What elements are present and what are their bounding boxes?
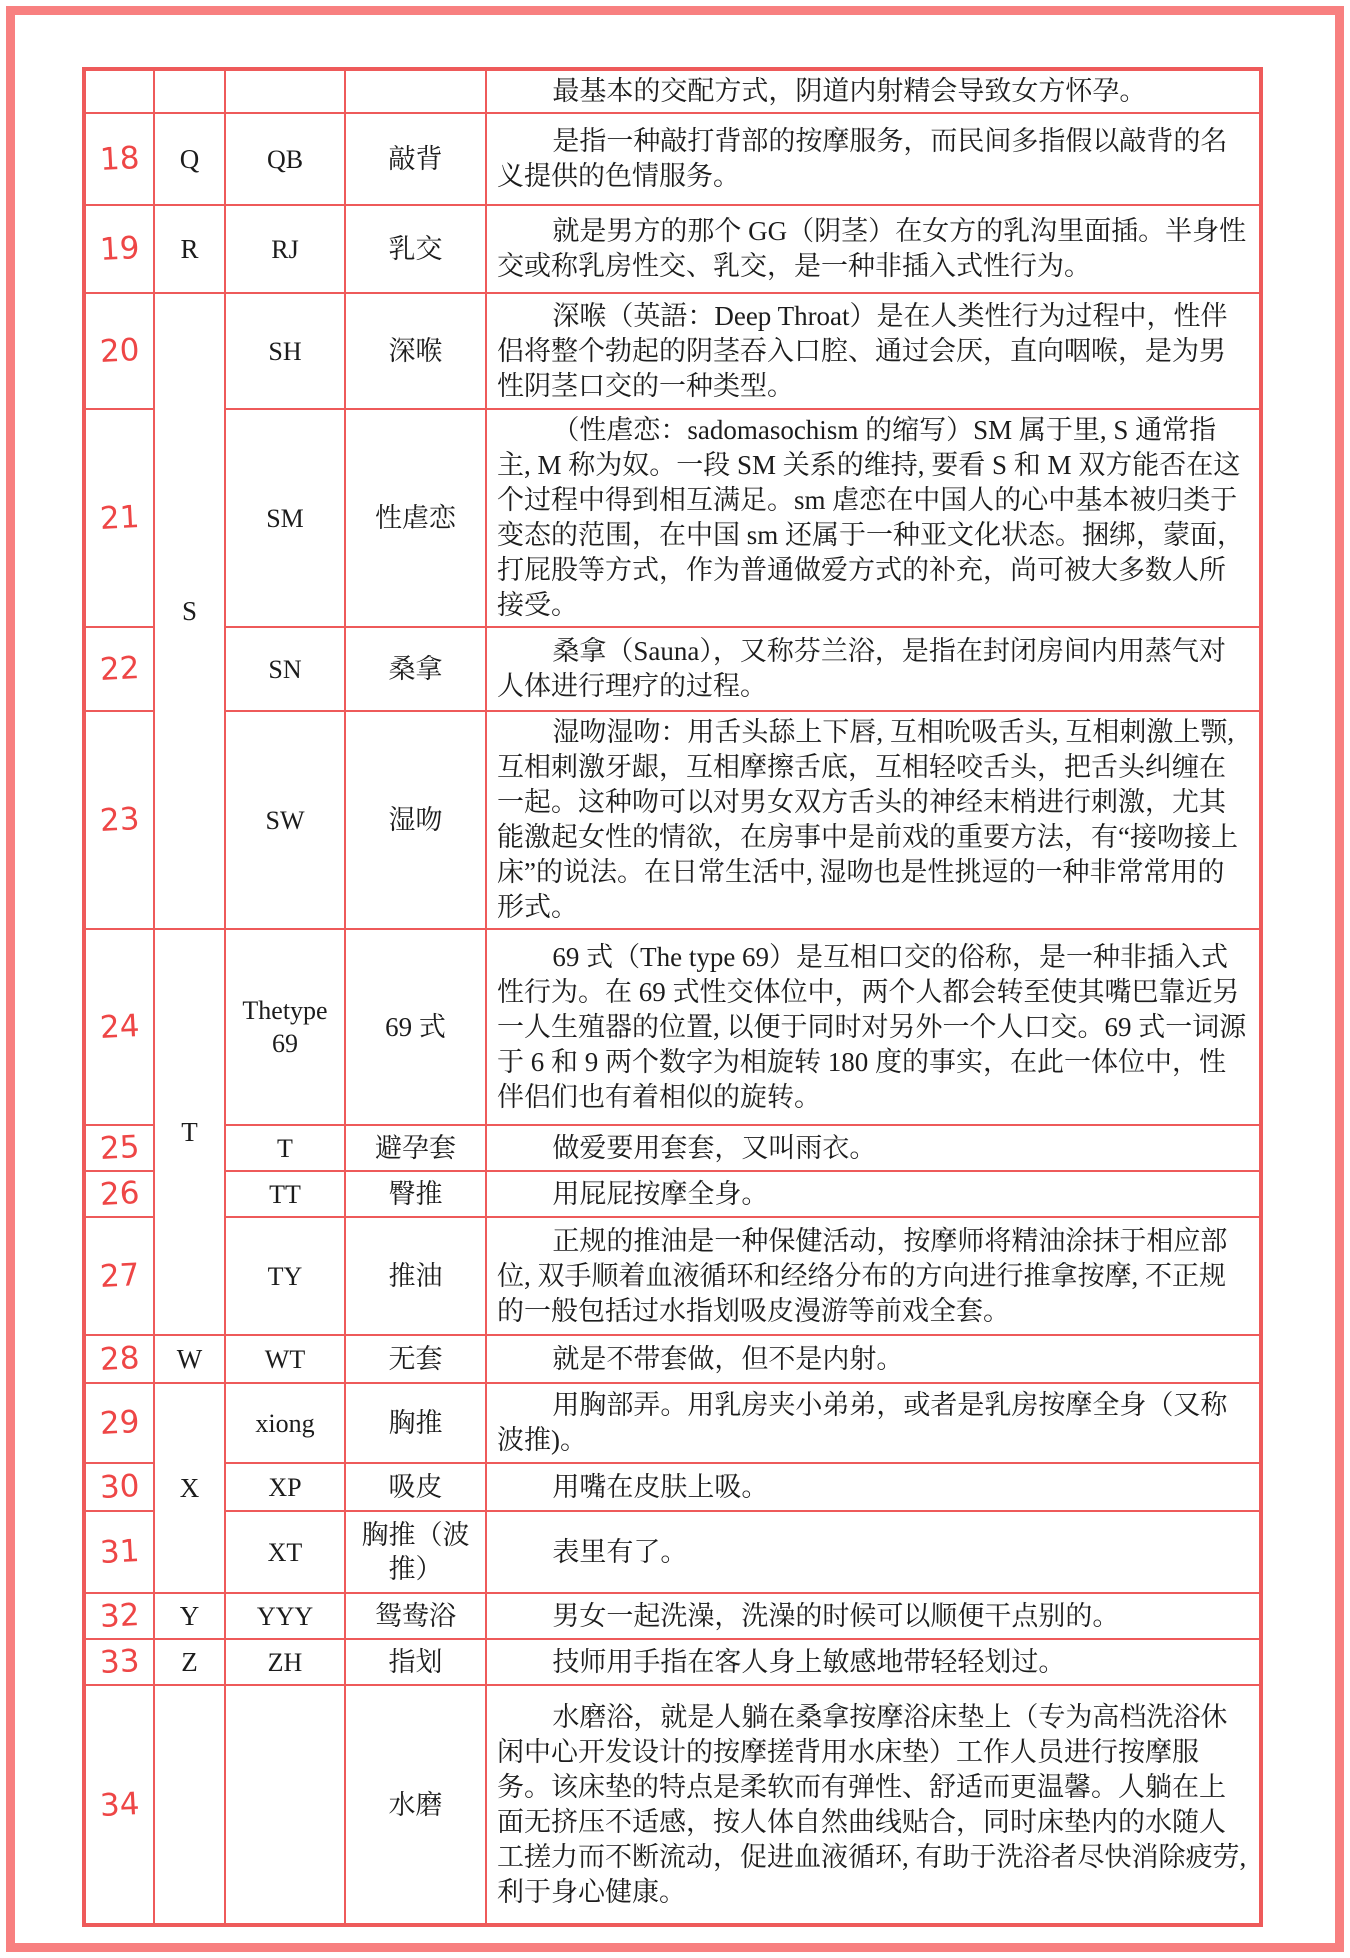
description xyxy=(486,69,1261,113)
table-row xyxy=(84,1511,1261,1593)
row-number: 27 xyxy=(84,1217,154,1335)
abbr-code xyxy=(225,69,345,113)
term: 敲背 xyxy=(345,113,486,205)
table-row xyxy=(84,711,1261,929)
abbr-code xyxy=(225,1685,345,1925)
row-number: 31 xyxy=(84,1511,154,1593)
row-number: 29 xyxy=(84,1383,154,1463)
row-number: 25 xyxy=(84,1125,154,1171)
description-text: （性虐恋：sadomasochism 的缩写）SM 属于里, S 通常指主, M 称为奴。一段 SM 关系的维持, 要看 S 和 M 双方能否在这个过程中得到相互满足。sm 虐恋在中国人的心中基本被归类于变态的范围，在中国 sm 还属于一种亚文化状态。捆绑，蒙面，打屁股等方式，作为普通做爱方式的补充，尚可被大多数人所接受。 xyxy=(497,415,1245,620)
description-text: 深喉（英語：Deep Throat）是在人类性行为过程中，性伴侣将整个勃起的阴茎吞入口腔、通过会厌，直向咽喉，是为男性阴茎口交的一种类型。 xyxy=(497,300,1228,401)
description xyxy=(486,409,1261,627)
row-number: 20 xyxy=(84,293,154,409)
description-text: 就是男方的那个 GG（阴茎）在女方的乳沟里面插。半身性交或称乳房性交、乳交，是一种非插入式性行为。 xyxy=(497,216,1247,281)
abbr-code: T xyxy=(225,1125,345,1171)
letter-group: X xyxy=(154,1383,225,1593)
description-text: 表里有了。 xyxy=(552,1536,688,1567)
abbr-code: XT xyxy=(225,1511,345,1593)
description xyxy=(486,1511,1261,1593)
table-row xyxy=(84,409,1261,627)
description xyxy=(486,205,1261,293)
letter-group: W xyxy=(154,1335,225,1383)
abbr-code: xiong xyxy=(225,1383,345,1463)
term: 指划 xyxy=(345,1639,486,1685)
term: 湿吻 xyxy=(345,711,486,929)
abbr-code: XP xyxy=(225,1463,345,1511)
description-text: 用屁屁按摩全身。 xyxy=(552,1178,769,1209)
abbr-code: RJ xyxy=(225,205,345,293)
description xyxy=(486,1593,1261,1639)
abbr-code: WT xyxy=(225,1335,345,1383)
description-text: 水磨浴，就是人躺在桑拿按摩浴床垫上（专为高档洗浴休闲中心开发设计的按摩搓背用水床垫）工作人员进行按摩服务。该床垫的特点是柔软而有弹性、舒适而更温馨。人躺在上面无挤压不适感，按人体自然曲线贴合，同时床垫内的水随人工搓力而不断流动，促进血液循环, 有助于洗浴者尽快消除疲劳,利于身心健康。 xyxy=(497,1701,1247,1907)
letter-group: Q xyxy=(154,113,225,205)
description-text: 做爱要用套套，又叫雨衣。 xyxy=(552,1132,877,1163)
row-number: 28 xyxy=(84,1335,154,1383)
description xyxy=(486,929,1261,1125)
description-text: 正规的推油是一种保健活动，按摩师将精油涂抹于相应部位, 双手顺着血液循环和经络分布的方向进行推拿按摩, 不正规的一般包括过水指划吸皮漫游等前戏全套。 xyxy=(497,1225,1228,1326)
glossary-table xyxy=(82,67,1263,1927)
description-text: 69 式（The type 69）是互相口交的俗称，是一种非插入式性行为。在 69 式性交体位中，两个人都会转至使其嘴巴靠近另一人生殖器的位置, 以便于同时对另外一个人口交。69 式一词源于 6 和 9 两个数字为相旋转 180 度的事实，在此一体位中，性伴侣们也有着相似的旋转。 xyxy=(497,941,1247,1112)
abbr-code: TY xyxy=(225,1217,345,1335)
table-row xyxy=(84,1171,1261,1217)
table-row xyxy=(84,293,1261,409)
row-number: 33 xyxy=(84,1639,154,1685)
table-row xyxy=(84,205,1261,293)
term: 鸳鸯浴 xyxy=(345,1593,486,1639)
description xyxy=(486,1217,1261,1335)
description xyxy=(486,113,1261,205)
abbr-code: TT xyxy=(225,1171,345,1217)
table-row xyxy=(84,69,1261,113)
letter-group: T xyxy=(154,929,225,1335)
term: 无套 xyxy=(345,1335,486,1383)
row-number: 30 xyxy=(84,1463,154,1511)
term xyxy=(345,69,486,113)
term: 性虐恋 xyxy=(345,409,486,627)
description xyxy=(486,627,1261,711)
description xyxy=(486,1125,1261,1171)
abbr-code: SM xyxy=(225,409,345,627)
table-row xyxy=(84,929,1261,1125)
term: 深喉 xyxy=(345,293,486,409)
row-number xyxy=(84,69,154,113)
term: 避孕套 xyxy=(345,1125,486,1171)
row-number: 19 xyxy=(84,205,154,293)
description xyxy=(486,1639,1261,1685)
row-number: 26 xyxy=(84,1171,154,1217)
letter-group xyxy=(154,1685,225,1925)
table-row xyxy=(84,627,1261,711)
row-number: 32 xyxy=(84,1593,154,1639)
term: 乳交 xyxy=(345,205,486,293)
description-text: 技师用手指在客人身上敏感地带轻轻划过。 xyxy=(552,1646,1066,1677)
term: 吸皮 xyxy=(345,1463,486,1511)
description-text: 男女一起洗澡，洗澡的时候可以顺便干点别的。 xyxy=(552,1600,1120,1631)
row-number: 23 xyxy=(84,711,154,929)
term: 胸推（波推） xyxy=(345,1511,486,1593)
letter-group: S xyxy=(154,293,225,929)
letter-group: Z xyxy=(154,1639,225,1685)
table-row xyxy=(84,113,1261,205)
letter-group xyxy=(154,69,225,113)
letter-group: Y xyxy=(154,1593,225,1639)
abbr-code: SH xyxy=(225,293,345,409)
term: 胸推 xyxy=(345,1383,486,1463)
table-row xyxy=(84,1217,1261,1335)
abbr-code: Thetype 69 xyxy=(225,929,345,1125)
term: 水磨 xyxy=(345,1685,486,1925)
description-text: 湿吻湿吻：用舌头舔上下唇, 互相吮吸舌头, 互相刺激上颚, 互相刺激牙龈，互相摩擦舌底，互相轻咬舌头，把舌头纠缠在一起。这种吻可以对男女双方舌头的神经末梢进行刺激，尤其能激起女性的情欲，在房事中是前戏的重要方法，有“接吻接上床”的说法。在日常生活中, 湿吻也是性挑逗的一种非常常用的形式。 xyxy=(497,717,1238,922)
description xyxy=(486,711,1261,929)
term: 桑拿 xyxy=(345,627,486,711)
term: 69 式 xyxy=(345,929,486,1125)
table-row xyxy=(84,1639,1261,1685)
abbr-code: QB xyxy=(225,113,345,205)
table-row xyxy=(84,1335,1261,1383)
abbr-code: SN xyxy=(225,627,345,711)
description-text: 就是不带套做，但不是内射。 xyxy=(552,1343,904,1374)
description xyxy=(486,1171,1261,1217)
letter-group: R xyxy=(154,205,225,293)
row-number: 21 xyxy=(84,409,154,627)
description xyxy=(486,1335,1261,1383)
description xyxy=(486,1685,1261,1925)
row-number: 22 xyxy=(84,627,154,711)
table-row xyxy=(84,1593,1261,1639)
description xyxy=(486,1463,1261,1511)
term: 臀推 xyxy=(345,1171,486,1217)
abbr-code: ZH xyxy=(225,1639,345,1685)
table-row xyxy=(84,1383,1261,1463)
table-row xyxy=(84,1685,1261,1925)
table-row xyxy=(84,1463,1261,1511)
term: 推油 xyxy=(345,1217,486,1335)
abbr-code: YYY xyxy=(225,1593,345,1639)
description-text: 是指一种敲打背部的按摩服务，而民间多指假以敲背的名义提供的色情服务。 xyxy=(497,126,1228,191)
description-text: 桑拿（Sauna），又称芬兰浴，是指在封闭房间内用蒸气对人体进行理疗的过程。 xyxy=(497,636,1226,701)
abbr-code: SW xyxy=(225,711,345,929)
description-text: 最基本的交配方式，阴道内射精会导致女方怀孕。 xyxy=(552,76,1147,106)
description-text: 用嘴在皮肤上吸。 xyxy=(552,1471,769,1502)
row-number: 18 xyxy=(84,113,154,205)
row-number: 24 xyxy=(84,929,154,1125)
table-row xyxy=(84,1125,1261,1171)
description xyxy=(486,293,1261,409)
description-text: 用胸部弄。用乳房夹小弟弟，或者是乳房按摩全身（又称波推)。 xyxy=(497,1390,1228,1455)
row-number: 34 xyxy=(84,1685,154,1925)
description xyxy=(486,1383,1261,1463)
